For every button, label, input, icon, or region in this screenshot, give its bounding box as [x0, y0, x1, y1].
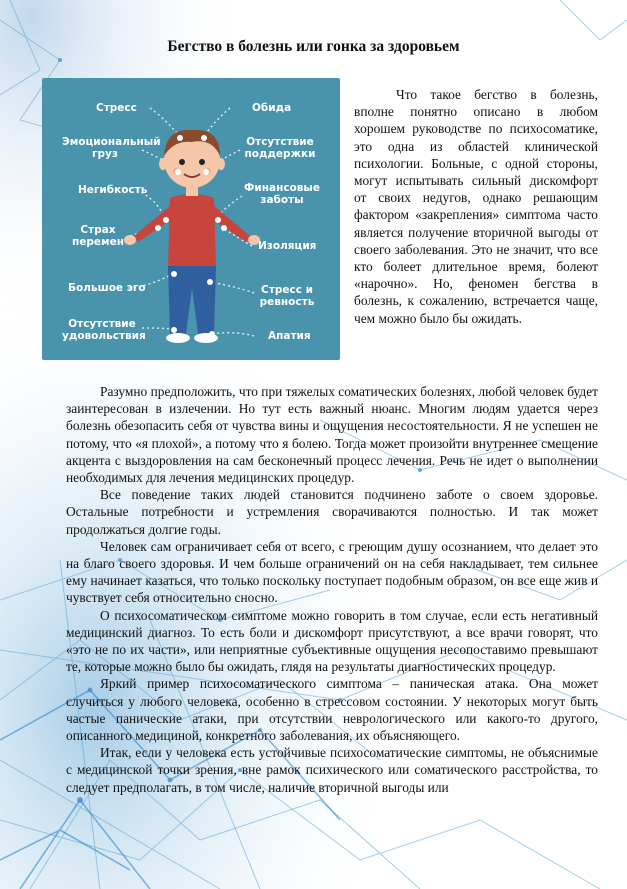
label-fear-of-change: Страх перемен	[72, 224, 124, 248]
label-inflexibility: Негибкость	[78, 184, 148, 196]
psychosomatic-illustration	[42, 78, 340, 360]
label-lack-of-pleasure: Отсутствие удовольствия	[62, 318, 146, 342]
label-stress-and-jealousy: Стресс и ревность	[259, 284, 315, 308]
paragraph: Человек сам ограничивает себя от всего, с греющим душу осознанием, что делает это на благо своего здоровья. И чем больше ограничений он на себя накладывает, тем сильнее ему начинает казаться, что только поскольку поступает подобным образом, он все еще жив и чувствует себя относительно сносно.	[66, 538, 598, 606]
label-emotional-burden: Эмоциональный груз	[62, 136, 161, 160]
label-lack-of-support: Отсутствие поддержки	[244, 136, 316, 160]
label-financial-worries: Финансовые заботы	[243, 182, 321, 206]
article-body	[66, 383, 598, 796]
paragraph: Разумно предположить, что при тяжелых соматических болезнях, любой человек будет заинтересован в излечении. Но тут есть важный нюанс. Многим людям удается через болезнь обезопасить себя от чувства вины и ощущения несостоятельности. Я не успешен не потому, что «я плохой», а потому что я болею. Тогда может произойти внутреннее смещение акцента с выздоровления на сам бесконечный процесс лечения. Речь не идет о выполнении необходимых для лечения медицинских процедур.	[66, 384, 598, 486]
label-stress: Стресс	[96, 102, 137, 114]
label-apathy: Апатия	[268, 330, 311, 342]
paragraph: Итак, если у человека есть устойчивые психосоматические симптомы, не объяснимые с медицинской точки зрения, вне рамок психического или соматического расстройства, то следует предполагать, в том числе, наличие вторичной выгоды или	[66, 745, 598, 795]
label-isolation: Изоляция	[258, 240, 317, 252]
label-big-ego: Большое эго	[68, 282, 146, 294]
intro-paragraph: Что такое бегство в болезнь, вполне понятно описано в любом хорошем руководстве по психосоматике, это одна из областей клинической психологии. Больные, с одной стороны, могут испытывать сильный дискомфорт от своих недугов, однако решающим фактором «закрепления» симптома часто является получение вторичной выгоды от своего заболевания. Это не значит, что все кто болеет длительное время, болеют «нарочно». Но, феномен бегства в болезнь, к сожалению, встречается чаще, чем можно было бы ожидать.	[354, 87, 598, 326]
intro-column	[354, 86, 598, 327]
label-resentment: Обида	[252, 102, 292, 114]
paragraph: Все поведение таких людей становится подчинено заботе о своем здоровье. Остальные потребности и устремления сворачиваются полностью. И так может продолжаться долгие годы.	[66, 487, 598, 537]
article-title: Бегство в болезнь или гонка за здоровьем	[167, 38, 460, 55]
paragraph: Яркий пример психосоматического симптома – паническая атака. Она может случиться у любого человека, особенно в стрессовом состоянии. У некоторых могут быть частые панические атаки, при отсутствии неврологического или какого-то другого, описанного медициной, конкретного заболевания, их объясняющего.	[66, 676, 598, 744]
paragraph: О психосоматическом симптоме можно говорить в том случае, если есть негативный медицинский диагноз. То есть боли и дискомфорт присутствуют, а все врачи говорят, что «это не по их части», или неприятные субъективные ощущения несопоставимо превышают те, которые можно было бы ожидать, глядя на результаты диагностических процедур.	[66, 607, 598, 675]
